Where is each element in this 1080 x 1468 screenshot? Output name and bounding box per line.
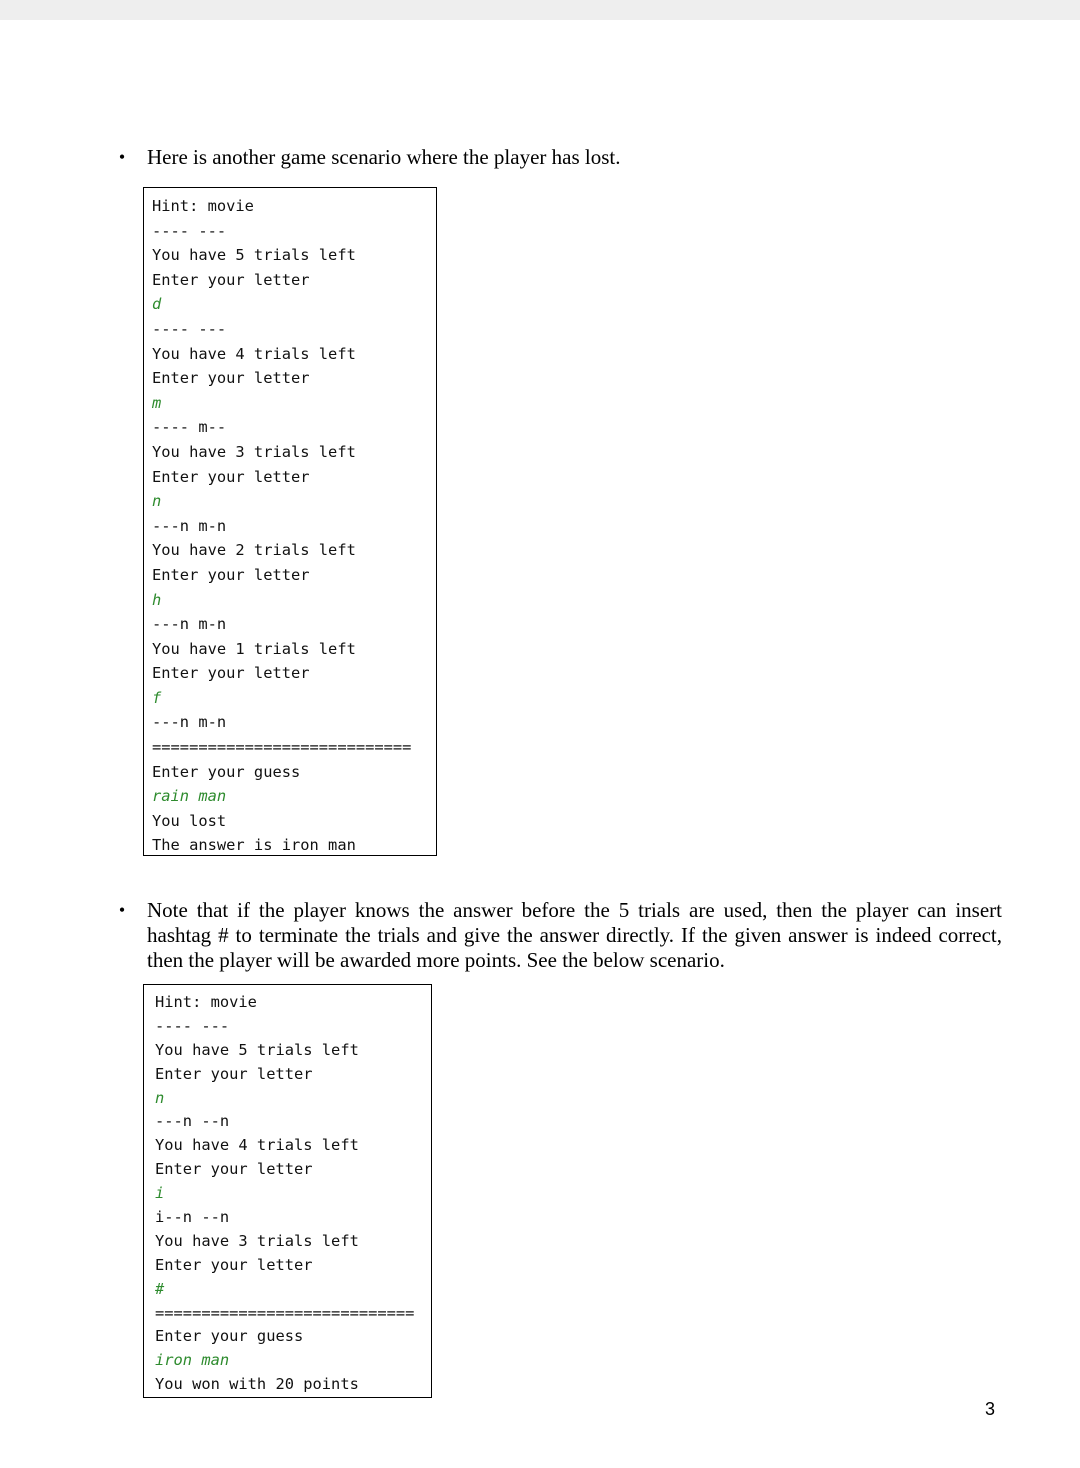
console-user-input-line: m [152,393,162,412]
console-user-input-line: h [152,590,162,609]
console-output-line: ---- m-- [152,418,227,437]
console-output-line: Enter your letter [152,565,310,584]
console-user-input-line: i [155,1184,165,1203]
console-output-line: ============================ [152,738,412,757]
console-output-line: Hint: movie [152,197,254,215]
console-user-input-line: n [155,1088,165,1107]
console-output-line: Enter your letter [155,1160,313,1179]
console-output-line: i--n --n [155,1208,230,1227]
bullet-dot: • [118,900,126,920]
console-user-input-line: iron man [155,1351,230,1370]
console-output-won [143,984,432,1398]
console-output-line: ---n m-n [152,713,227,732]
bullet-lost-scenario [112,145,1002,170]
console-output-line: Enter your guess [152,762,301,781]
console-output-line: ============================ [155,1303,415,1322]
console-output-line: You have 3 trials left [155,1231,359,1250]
console-output-line: You have 4 trials left [152,344,356,363]
console-output-line: You won with 20 points [155,1375,359,1394]
page-number: 3 [985,1399,996,1419]
page-top-strip [0,0,1080,28]
console-output-line: You have 3 trials left [152,442,356,461]
bullet-text: Here is another game scenario where the player has lost. [147,145,621,169]
console-output-line: You have 4 trials left [155,1136,359,1155]
console-output-line: You have 2 trials left [152,541,356,560]
console-output-line: Enter your letter [152,467,310,486]
console-output-line: ---n m-n [152,516,227,535]
console-output-line: ---- --- [155,1016,230,1035]
console-output-line: ---n --n [155,1112,230,1131]
console-output-line: ---- --- [152,221,227,240]
console-user-input-line: n [152,492,162,511]
console-output-line: Hint: movie [155,993,257,1011]
console-user-input-line: rain man [152,787,227,806]
bullet-text: Note that if the player knows the answer before the 5 trials are used, then the player can insert hashtag # to terminate the trials and give the answer directly. If the given answer is indeed correct, then the player will be awarded more points. See the below scenario. [147,898,1002,972]
console-output-line: ---- --- [152,319,227,338]
console-output-lost [143,187,437,856]
console-output-line: Enter your letter [152,369,310,388]
bullet-dot: • [118,147,126,167]
console-output-line: Enter your guess [155,1327,304,1346]
console-output-line: The answer is iron man [152,836,356,855]
console-output-line: You have 5 trials left [152,246,356,265]
console-user-input-line: f [152,688,162,707]
console-user-input-line: # [155,1279,165,1298]
console-output-line: You have 5 trials left [155,1040,359,1059]
bullet-hashtag-note [112,898,1002,973]
console-output-line: You have 1 trials left [152,639,356,658]
console-output-line: Enter your letter [152,664,310,683]
console-output-line: Enter your letter [155,1255,313,1274]
console-user-input-line: d [152,295,162,314]
console-output-line: Enter your letter [155,1064,313,1083]
console-output-line: Enter your letter [152,270,310,289]
console-output-line: You lost [152,811,227,830]
console-output-line: ---n m-n [152,615,227,634]
